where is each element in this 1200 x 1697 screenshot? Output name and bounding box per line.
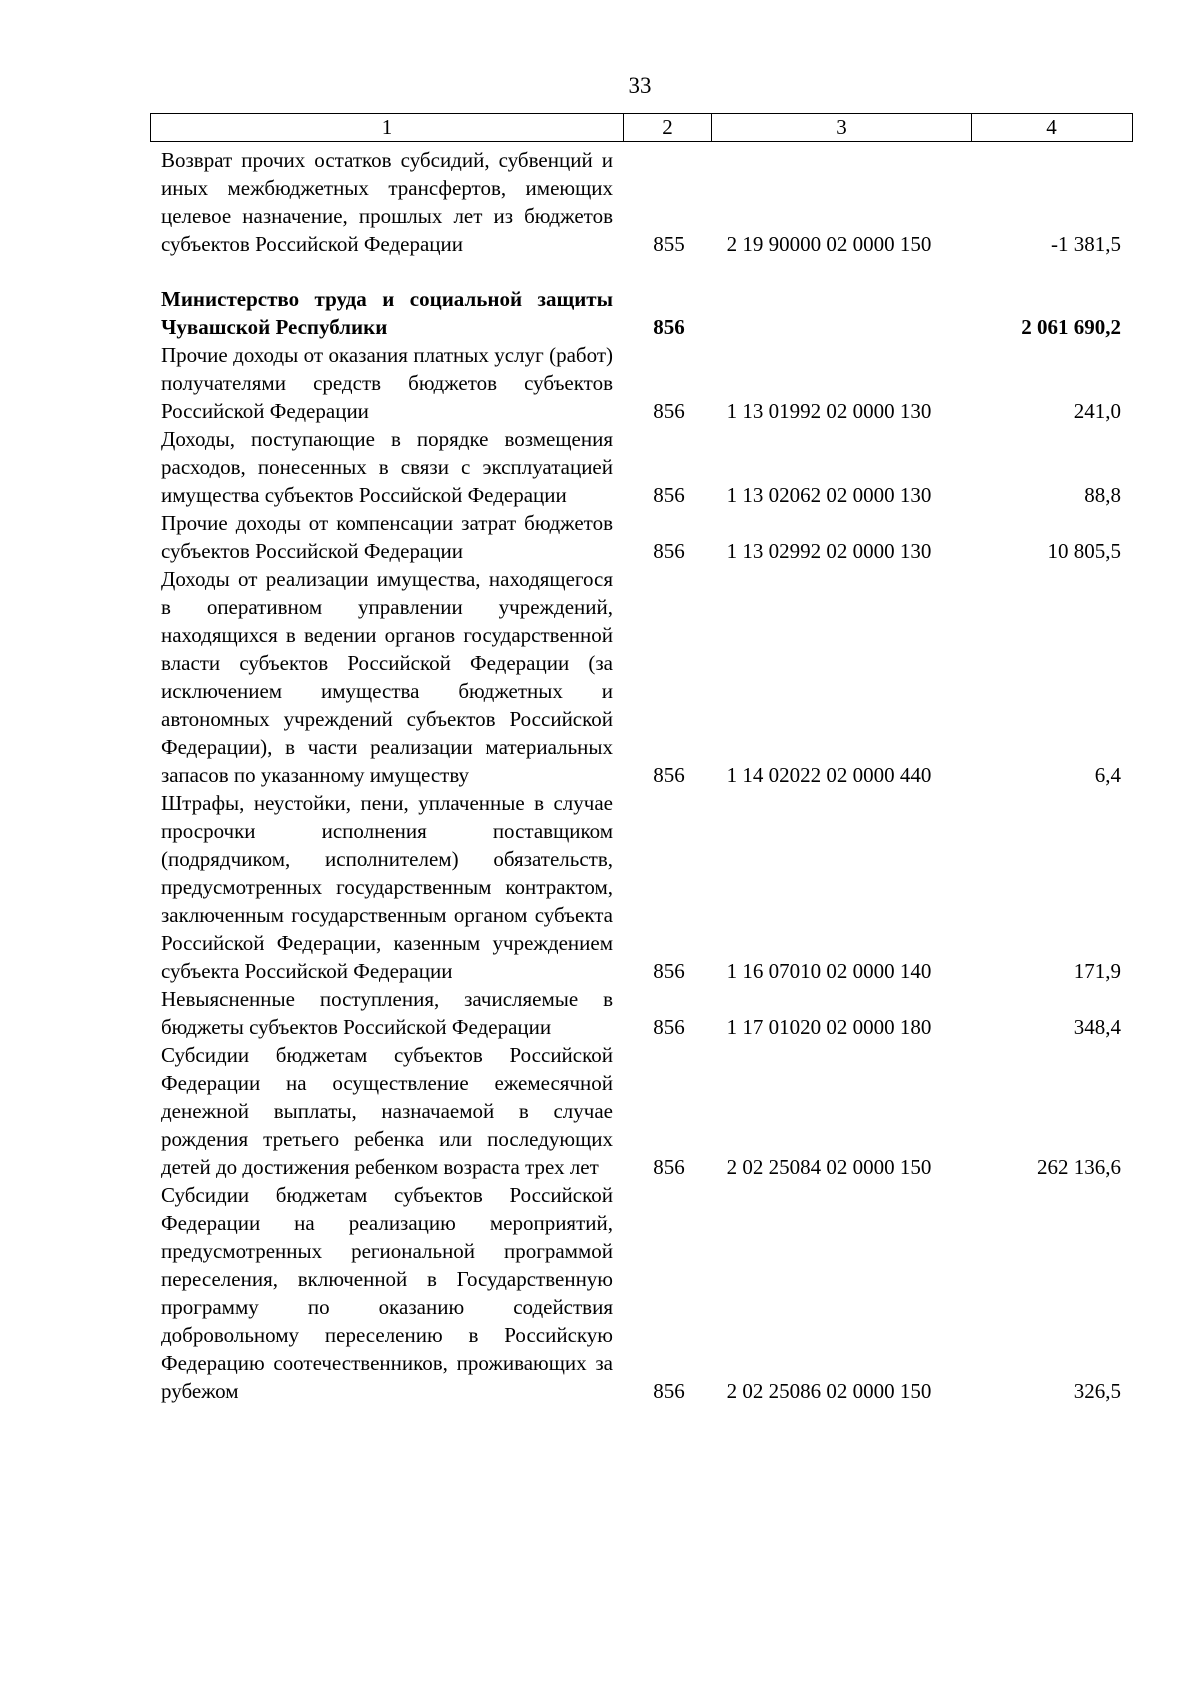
row-amount: 6,4	[1094, 763, 1121, 787]
row-name: Доходы от реализации имущества, находящегося в оперативном управлении учреждений, находящихся в ведении органов государственной власти субъектов Российской Федерации (за исключением имущества бюджетных и автономных учреждений субъектов Российской Федерации), в части реализации материальных запасов по указанному имуществу	[161, 567, 613, 787]
row-admin-code: 856	[653, 315, 685, 339]
row-name: Доходы, поступающие в порядке возмещения расходов, понесенных в связи с эксплуатацией имущества субъектов Российской Федерации	[161, 427, 613, 507]
page-number: 33	[628, 73, 652, 98]
row-amount: 10 805,5	[1047, 539, 1121, 563]
row-amount: -1 381,5	[1051, 232, 1121, 256]
table-header	[150, 113, 1133, 142]
row-admin-code: 856	[653, 399, 685, 423]
table-row	[150, 1181, 1133, 1405]
table-row	[150, 1041, 1133, 1181]
row-name: Невыясненные поступления, зачисляемые в бюджеты субъектов Российской Федерации	[161, 987, 613, 1039]
row-admin-code: 856	[653, 1379, 685, 1403]
row-name: Возврат прочих остатков субсидий, субвенций и иных межбюджетных трансфертов, имеющих целевое назначение, прошлых лет из бюджетов субъектов Российской Федерации	[161, 148, 613, 256]
table-row	[150, 146, 1133, 258]
table-row	[150, 509, 1133, 565]
row-amount: 241,0	[1073, 399, 1121, 423]
table-row	[150, 341, 1133, 425]
row-admin-code: 856	[653, 959, 685, 983]
table-row	[150, 425, 1133, 509]
row-admin-code: 856	[653, 539, 685, 563]
row-amount: 326,5	[1073, 1379, 1121, 1403]
row-classification-code: 1 13 02062 02 0000 130	[726, 483, 932, 507]
row-amount: 171,9	[1073, 959, 1121, 983]
row-name: Прочие доходы от оказания платных услуг (работ) получателями средств бюджетов субъектов Российской Федерации	[161, 343, 613, 423]
row-amount: 262 136,6	[1037, 1155, 1121, 1179]
row-classification-code: 1 16 07010 02 0000 140	[726, 959, 932, 983]
row-name: Штрафы, неустойки, пени, уплаченные в случае просрочки исполнения поставщиком (подрядчиком, исполнителем) обязательств, предусмотренных государственным контрактом, заключенным государственным органом субъекта Российской Федерации, казенным учреждением субъекта Российской Федерации	[161, 791, 613, 983]
row-amount: 348,4	[1073, 1015, 1121, 1039]
row-classification-code: 2 02 25084 02 0000 150	[726, 1155, 932, 1179]
row-admin-code: 856	[653, 483, 685, 507]
table-row	[150, 565, 1133, 789]
header-col-2: 2	[624, 114, 712, 141]
row-name: Прочие доходы от компенсации затрат бюджетов субъектов Российской Федерации	[161, 511, 613, 563]
row-classification-code: 2 19 90000 02 0000 150	[726, 232, 932, 256]
row-amount: 2 061 690,2	[1021, 315, 1121, 339]
row-classification-code: 2 02 25086 02 0000 150	[726, 1379, 932, 1403]
row-name: Министерство труда и социальной защиты Чувашской Республики	[161, 287, 613, 339]
row-classification-code: 1 14 02022 02 0000 440	[726, 763, 932, 787]
row-classification-code: 1 13 02992 02 0000 130	[726, 539, 932, 563]
row-classification-code: 1 17 01020 02 0000 180	[726, 1015, 932, 1039]
row-admin-code: 856	[653, 763, 685, 787]
row-admin-code: 856	[653, 1015, 685, 1039]
row-admin-code: 856	[653, 1155, 685, 1179]
header-col-3: 3	[712, 114, 972, 141]
row-admin-code: 855	[653, 232, 685, 256]
table-row	[150, 285, 1133, 341]
row-name: Субсидии бюджетам субъектов Российской Федерации на реализацию мероприятий, предусмотренных региональной программой переселения, включенной в Государственную программу по оказанию содействия добровольному переселению в Российскую Федерацию соотечественников, проживающих за рубежом	[161, 1183, 613, 1403]
row-name: Субсидии бюджетам субъектов Российской Федерации на осуществление ежемесячной денежной выплаты, назначаемой в случае рождения третьего ребенка или последующих детей до достижения ребенком возраста трех лет	[161, 1043, 613, 1179]
table-body	[150, 146, 1133, 1405]
header-col-4: 4	[1046, 115, 1057, 139]
header-col-1: 1	[151, 114, 624, 141]
row-classification-code: 1 13 01992 02 0000 130	[726, 399, 932, 423]
row-amount: 88,8	[1084, 483, 1121, 507]
table-row	[150, 789, 1133, 985]
table-row	[150, 985, 1133, 1041]
